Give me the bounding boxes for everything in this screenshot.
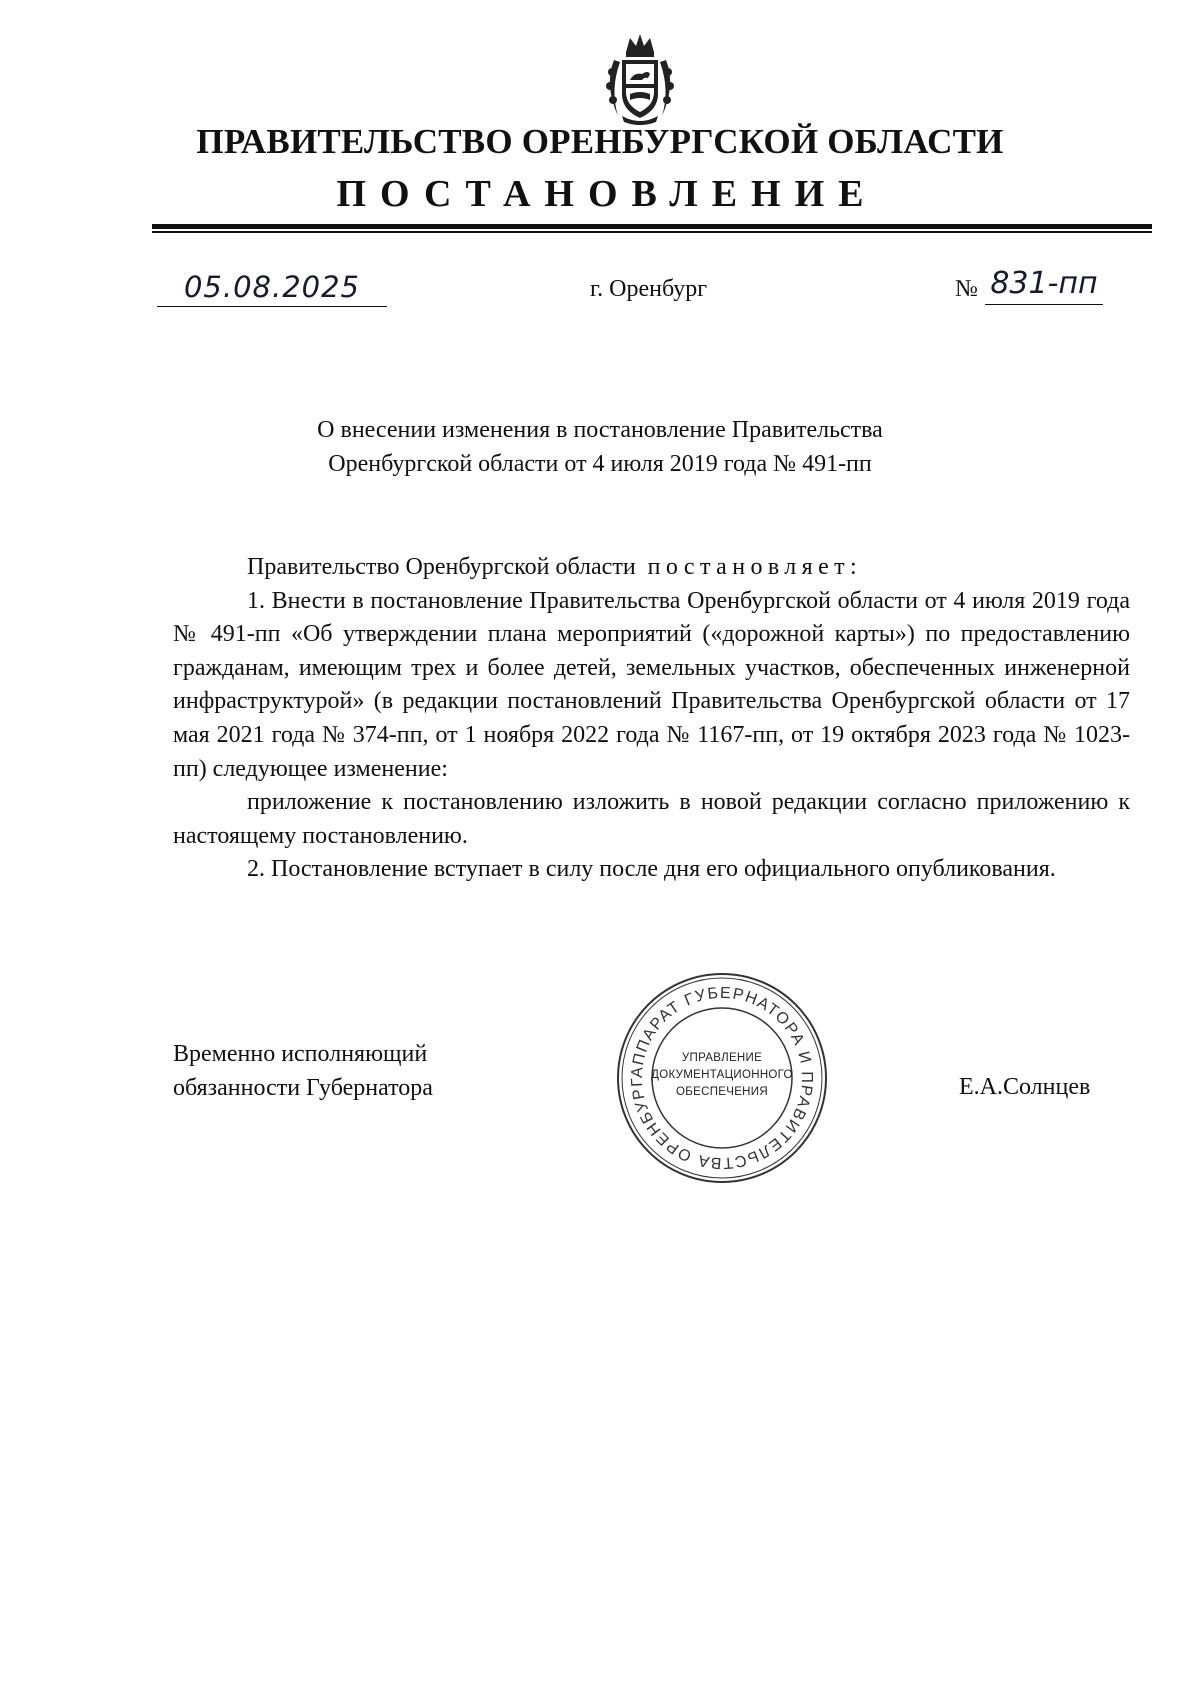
body-intro-prefix: Правительство Оренбургской области [247, 554, 636, 580]
document-body [173, 551, 1130, 887]
subject-line-2: Оренбургской области от 4 июля 2019 года № 491-пп [328, 451, 872, 477]
document-city: г. Оренбург [590, 276, 708, 302]
signatory-position-line-2: обязанности Губернатора [173, 1074, 433, 1101]
official-stamp [612, 968, 832, 1188]
body-item-1-sub: приложение к постановлению изложить в новой редакции согласно приложению к настоящему постановлению. [173, 789, 1130, 849]
header-divider-thin [152, 231, 1152, 233]
stamp-center-line-2: ДОКУМЕНТАЦИОННОГО [651, 1069, 793, 1081]
organization-title: ПРАВИТЕЛЬСТВО ОРЕНБУРГСКОЙ ОБЛАСТИ [196, 122, 1004, 161]
stamp-center-line-3: ОБЕСПЕЧЕНИЯ [676, 1086, 768, 1098]
body-item-1: 1. Внести в постановление Правительства Оренбургской области от 4 июля 2019 года № 491-пп «Об утверждении плана мероприятий («дорожной карты») по предоставлению гражданам, имеющим трех и более детей, земельных участков, обеспеченных инженерной инфраструктурой» (в редакции постановлений Правительства Оренбургской области от 17 мая 2021 года № 374-пп, от 1 ноября 2022 года № 1167-пп, от 19 октября 2023 года № 1023-пп) следующее изменение: [173, 587, 1130, 782]
coat-of-arms-icon [600, 30, 680, 126]
signatory-position [173, 1038, 433, 1105]
document-subject [200, 413, 1000, 481]
signatory-position-line-1: Временно исполняющий [173, 1041, 428, 1067]
subject-line-1: О внесении изменения в постановление Правительства [317, 417, 883, 443]
stamp-center-text [612, 1050, 832, 1101]
stamp-center-line-1: УПРАВЛЕНИЕ [681, 1052, 763, 1064]
signatory-name: Е.А.Солнцев [959, 1074, 1091, 1100]
document-type-title: ПОСТАНОВЛЕНИЕ [336, 173, 878, 215]
body-item-2: 2. Постановление вступает в силу после дня его официального опубликования. [247, 856, 1056, 883]
document-number: 831-пп [985, 268, 1103, 305]
body-intro-verb: постановляет: [647, 554, 863, 580]
document-number-label: № [955, 276, 978, 302]
header-divider [152, 224, 1152, 229]
stamp-ring-text: АППАРАТ ГУБЕРНАТОРА И ПРАВИТЕЛЬСТВА ОРЕНБУРГ [628, 984, 816, 1172]
body-intro [247, 551, 1130, 585]
document-date: 05.08.2025 [157, 272, 387, 307]
